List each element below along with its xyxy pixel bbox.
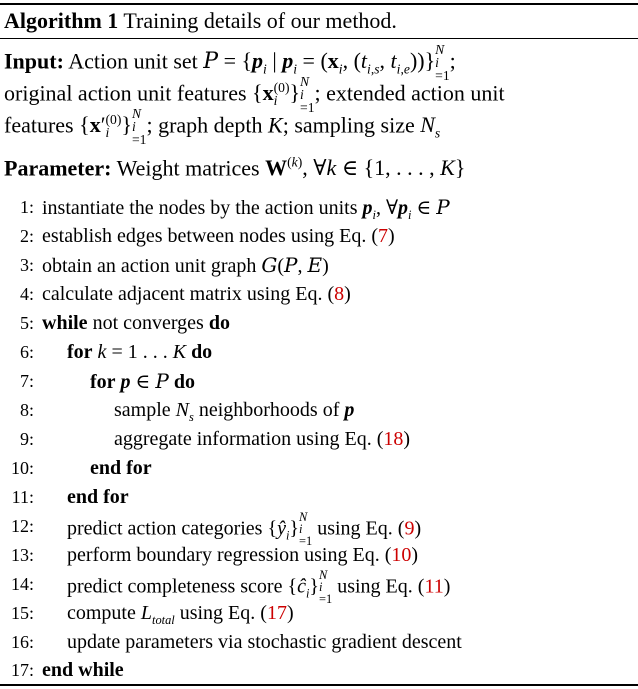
line-number: 13: [10, 545, 34, 565]
step-12 [0, 510, 638, 548]
step-text [42, 656, 124, 685]
end-for-keyword: end for [90, 457, 152, 479]
step-16 [0, 628, 638, 657]
step-9-text: aggregate information using Eq. [114, 428, 372, 450]
step-8 [0, 396, 638, 425]
step-text: for k = 1 . . . K do [67, 341, 213, 363]
line-number: 11: [11, 487, 34, 507]
input-math-3: {x′ (0) i } N i =1 ; [79, 106, 153, 147]
step-text: instantiate the nodes by the action units $p_i$, $\forall p_i$ ∈ P [42, 195, 450, 222]
line-number: 3: [19, 255, 34, 275]
do-keyword: do [208, 312, 230, 334]
caption-rule [0, 38, 638, 39]
input-text-1: Action unit set [68, 48, 198, 74]
step-15 [0, 599, 638, 628]
equation-link[interactable]: 7 [378, 225, 389, 247]
step-2 [0, 222, 638, 251]
step-8-text-b: neighborhoods of [198, 399, 340, 421]
input-text-3c: sampling size [294, 112, 415, 138]
line-number: 14: [10, 574, 34, 594]
while-keyword: while [42, 312, 88, 334]
for-keyword: for [67, 341, 93, 363]
step-text [67, 628, 462, 657]
input-label: Input: [4, 48, 64, 74]
line-number: 9: [19, 429, 34, 449]
equation-link[interactable]: 17 [266, 602, 287, 624]
end-while-keyword: end while [42, 659, 124, 681]
algorithm-caption [4, 8, 397, 34]
parameter-label: Parameter: [4, 155, 112, 181]
step-4 [0, 280, 638, 309]
step-text [67, 483, 129, 512]
input-math-2: {x (0) i } N i =1 ; [252, 74, 321, 115]
parameter-math: $W^{(k)}$, ∀k ∈ {1, . . . , K} [265, 155, 466, 181]
step-10 [0, 454, 638, 483]
input-text-2b: extended action unit [326, 80, 505, 106]
line-number: 1: [19, 197, 34, 217]
step-14-text-a: predict completeness score [67, 575, 283, 598]
input-text-3b: graph depth [158, 112, 263, 138]
step-4-text: calculate adjacent matrix using Eq. [42, 283, 323, 305]
step-13 [0, 541, 638, 570]
step-16-text: update parameters via stochastic gradient descent [67, 631, 462, 653]
line-number: 4: [19, 284, 34, 304]
input-line-3: features {x′ (0) i } N i =1 ; graph depth K; sampling size $N_s$ [4, 106, 441, 147]
step-text: compute $L_{total}$ using Eq. (17) [67, 602, 294, 627]
step-1 [0, 193, 638, 222]
do-keyword: do [173, 371, 195, 393]
for-keyword: for [90, 371, 116, 393]
step-5 [0, 309, 638, 338]
step-3-text: obtain an action unit graph [42, 255, 257, 277]
line-number: 6: [19, 342, 34, 362]
line-number: 5: [19, 313, 34, 333]
step-text: aggregate information using Eq. (18) [114, 428, 411, 450]
step-6 [0, 338, 638, 367]
step-8-text-a: sample [114, 399, 171, 421]
step-text: obtain an action unit graph G(P, E) [42, 253, 329, 277]
bottom-rule [0, 684, 638, 686]
step-12-text-b: using Eq. [317, 517, 393, 540]
equation-link[interactable]: 9 [404, 517, 415, 540]
step-17 [0, 656, 638, 685]
step-2-text: establish edges between nodes using Eq. [42, 225, 367, 247]
line-number: 17: [10, 660, 34, 680]
step-3 [0, 251, 638, 280]
line-number: 15: [10, 603, 34, 623]
algorithm-title: Training details of our method. [123, 8, 397, 33]
step-text: sample $N_s$ neighborhoods of p [114, 399, 355, 424]
step-7 [0, 367, 638, 396]
step-text: predict action categories $\{ŷ_i\}$ N i =1 using Eq. (9) [67, 510, 422, 548]
line-number: 2: [19, 226, 34, 246]
step-12-text-a: predict action categories [67, 517, 263, 540]
step-14-text-b: using Eq. [337, 575, 413, 598]
depth-symbol: K [268, 112, 283, 138]
equation-link[interactable]: 11 [424, 575, 444, 598]
line-number: 16: [10, 632, 34, 652]
step-1-text: instantiate the nodes by the action units [42, 197, 358, 219]
step-text [90, 454, 152, 483]
step-5-text: not converges [92, 312, 204, 334]
input-math-1: $P = \{p_i$ | $p_i = (x_i$, ($t_{i,s}$, $t_{i,e}$))} N i =1 ; [203, 42, 456, 83]
equation-link[interactable]: 10 [391, 544, 412, 566]
equation-link[interactable]: 8 [334, 283, 345, 305]
step-text: calculate adjacent matrix using Eq. (8) [42, 283, 351, 305]
step-text: predict completeness score $\{ĉ_i\}$ N i =1 using Eq. (11) [67, 568, 451, 606]
step-text: establish edges between nodes using Eq. (7) [42, 225, 395, 247]
parameter-text: Weight matrices [116, 155, 260, 181]
step-15-text-a: compute [67, 602, 136, 624]
step-13-text: perform boundary regression using Eq. [67, 544, 380, 566]
equation-link[interactable]: 18 [383, 428, 404, 450]
do-keyword: do [191, 341, 213, 363]
algorithm-label: Algorithm 1 [4, 8, 119, 33]
line-number: 12: [10, 516, 34, 536]
step-text [42, 309, 230, 338]
parameter-line [4, 149, 465, 182]
step-text: for p ∈ P do [90, 369, 195, 393]
line-number: 7: [19, 371, 34, 391]
step-text: perform boundary regression using Eq. (10) [67, 544, 419, 566]
input-text-2a: original action unit features [4, 80, 247, 106]
step-9 [0, 425, 638, 454]
line-number: 10: [10, 458, 34, 478]
end-for-keyword: end for [67, 486, 129, 508]
sampling-symbol: $N_s$ [420, 112, 441, 141]
step-14 [0, 568, 638, 606]
step-11 [0, 483, 638, 512]
input-text-3a: features [4, 112, 74, 138]
line-number: 8: [19, 400, 34, 420]
top-rule [0, 3, 638, 5]
step-15-text-b: using Eq. [179, 602, 256, 624]
